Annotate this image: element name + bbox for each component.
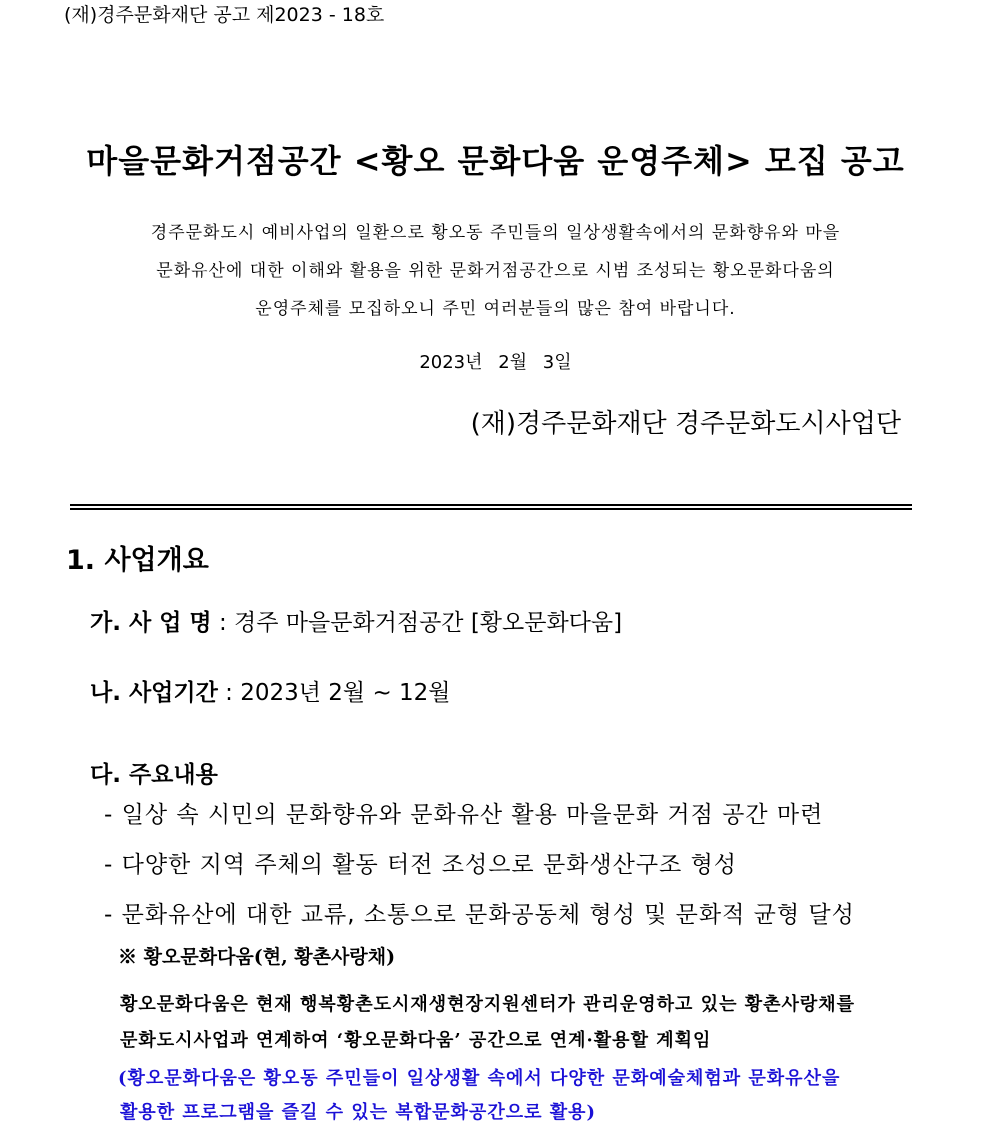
page-title: 마을문화거점공간 <황오 문화다움 운영주체> 모집 공고 xyxy=(86,142,905,180)
item-project-name xyxy=(90,604,622,637)
item-value: 2023년 2월 ~ 12월 xyxy=(240,680,451,706)
organization-name: (재)경주문화재단 경주문화도시사업단 xyxy=(470,409,901,439)
intro-line-1: 경주문화도시 예비사업의 일환으로 황오동 주민들의 일상생활속에서의 문화향유와 마을 xyxy=(150,223,841,243)
bullet-item: - 문화유산에 대한 교류, 소통으로 문화공동체 형성 및 문화적 균형 달성 xyxy=(104,902,855,928)
item-label: 나. 사업기간 xyxy=(90,680,218,706)
note-line-2: 문화도시사업과 연계하여 ‘황오문화다움’ 공간으로 연계·활용할 계획임 xyxy=(120,1030,712,1051)
item-separator: : xyxy=(211,610,235,636)
note-highlight-line-1: (황오문화다움은 황오동 주민들이 일상생활 속에서 다양한 문화예술체험과 문화유산을 xyxy=(118,1068,841,1089)
intro-line-2: 문화유산에 대한 이해와 활용을 위한 문화거점공간으로 시범 조성되는 황오문화다움의 xyxy=(156,261,835,281)
note-title: ※ 황오문화다움(현, 황촌사랑채) xyxy=(118,946,396,968)
notice-date: 2023년 2월 3일 xyxy=(419,352,572,373)
item-label: 가. 사 업 명 xyxy=(90,610,212,636)
bullet-item: - 일상 속 시민의 문화향유와 문화유산 활용 마을문화 거점 공간 마련 xyxy=(104,802,824,828)
note-highlight-line-2: 활용한 프로그램을 즐길 수 있는 복합문화공간으로 활용) xyxy=(120,1102,597,1123)
item-value: 경주 마을문화거점공간 [황오문화다움] xyxy=(234,610,623,636)
notice-number: (재)경주문화재단 공고 제2023 - 18호 xyxy=(64,4,385,26)
note-line-1: 황오문화다움은 현재 행복황촌도시재생현장지원센터가 관리운영하고 있는 황촌사랑채를 xyxy=(120,994,856,1015)
bullet-item: - 다양한 지역 주체의 활동 터전 조성으로 문화생산구조 형성 xyxy=(104,852,738,878)
section-heading: 1. 사업개요 xyxy=(66,545,209,576)
item-main-content: 다. 주요내용 xyxy=(90,762,218,788)
intro-line-3: 운영주체를 모집하오니 주민 여러분들의 많은 참여 바랍니다. xyxy=(255,299,736,319)
item-project-period xyxy=(90,674,451,707)
double-divider xyxy=(70,504,912,510)
item-separator: : xyxy=(217,680,241,706)
